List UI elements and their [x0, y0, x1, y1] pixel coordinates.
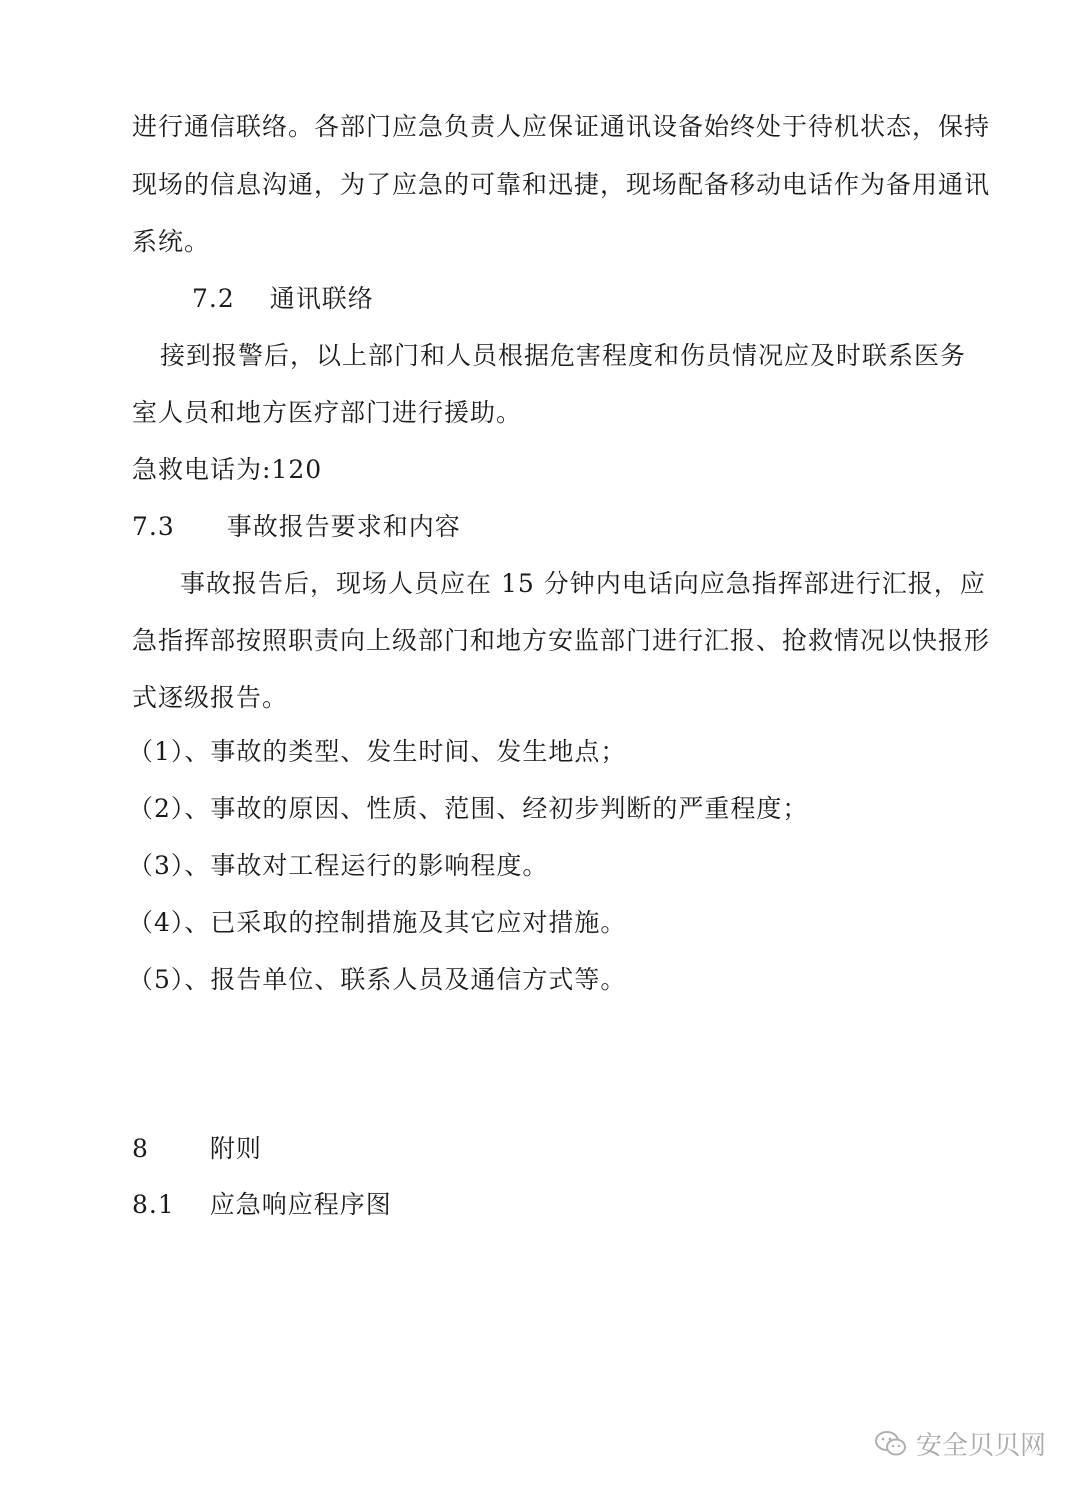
- paragraph-communication-line-1: 进行通信联络。各部门应急负责人应保证通讯设备始终处于待机状态，保持: [132, 112, 991, 141]
- section-heading-7-2: 7.2 通讯联络: [192, 284, 374, 313]
- paragraph-communication-line-3: 系统。: [132, 227, 211, 256]
- list-item: （2）、事故的原因、性质、范围、经初步判断的严重程度；: [128, 794, 809, 823]
- list-item: （5）、报告单位、联系人员及通信方式等。: [128, 965, 627, 994]
- section-heading-8-1: 8.1 应急响应程序图: [132, 1190, 392, 1219]
- section-heading-8: 8 附则: [132, 1134, 262, 1163]
- section-heading-7-3: 7.3 事故报告要求和内容: [132, 512, 461, 541]
- paragraph-alarm-line-2: 室人员和地方医疗部门进行援助。: [132, 398, 523, 427]
- wechat-icon: [874, 1430, 908, 1458]
- emergency-phone: 急救电话为:120: [132, 455, 323, 484]
- paragraph-report-line-3: 式逐级报告。: [132, 683, 289, 712]
- list-item: （1）、事故的类型、发生时间、发生地点；: [128, 737, 627, 766]
- paragraph-report-line-1: 事故报告后，现场人员应在 15 分钟内电话向应急指挥部进行汇报，应: [154, 569, 986, 598]
- list-item: （3）、事故对工程运行的影响程度。: [128, 851, 549, 880]
- list-item: （4）、已采取的控制措施及其它应对措施。: [128, 908, 627, 937]
- watermark-text: 安全贝贝网: [915, 1431, 1046, 1461]
- watermark: [874, 1425, 1046, 1462]
- paragraph-report-line-2: 急指挥部按照职责向上级部门和地方安监部门进行汇报、抢救情况以快报形: [132, 626, 991, 655]
- paragraph-communication-line-2: 现场的信息沟通，为了应急的可靠和迅捷，现场配备移动电话作为备用通讯: [132, 170, 991, 199]
- paragraph-alarm-line-1: 接到报警后，以上部门和人员根据危害程度和伤员情况应及时联系医务: [160, 341, 967, 370]
